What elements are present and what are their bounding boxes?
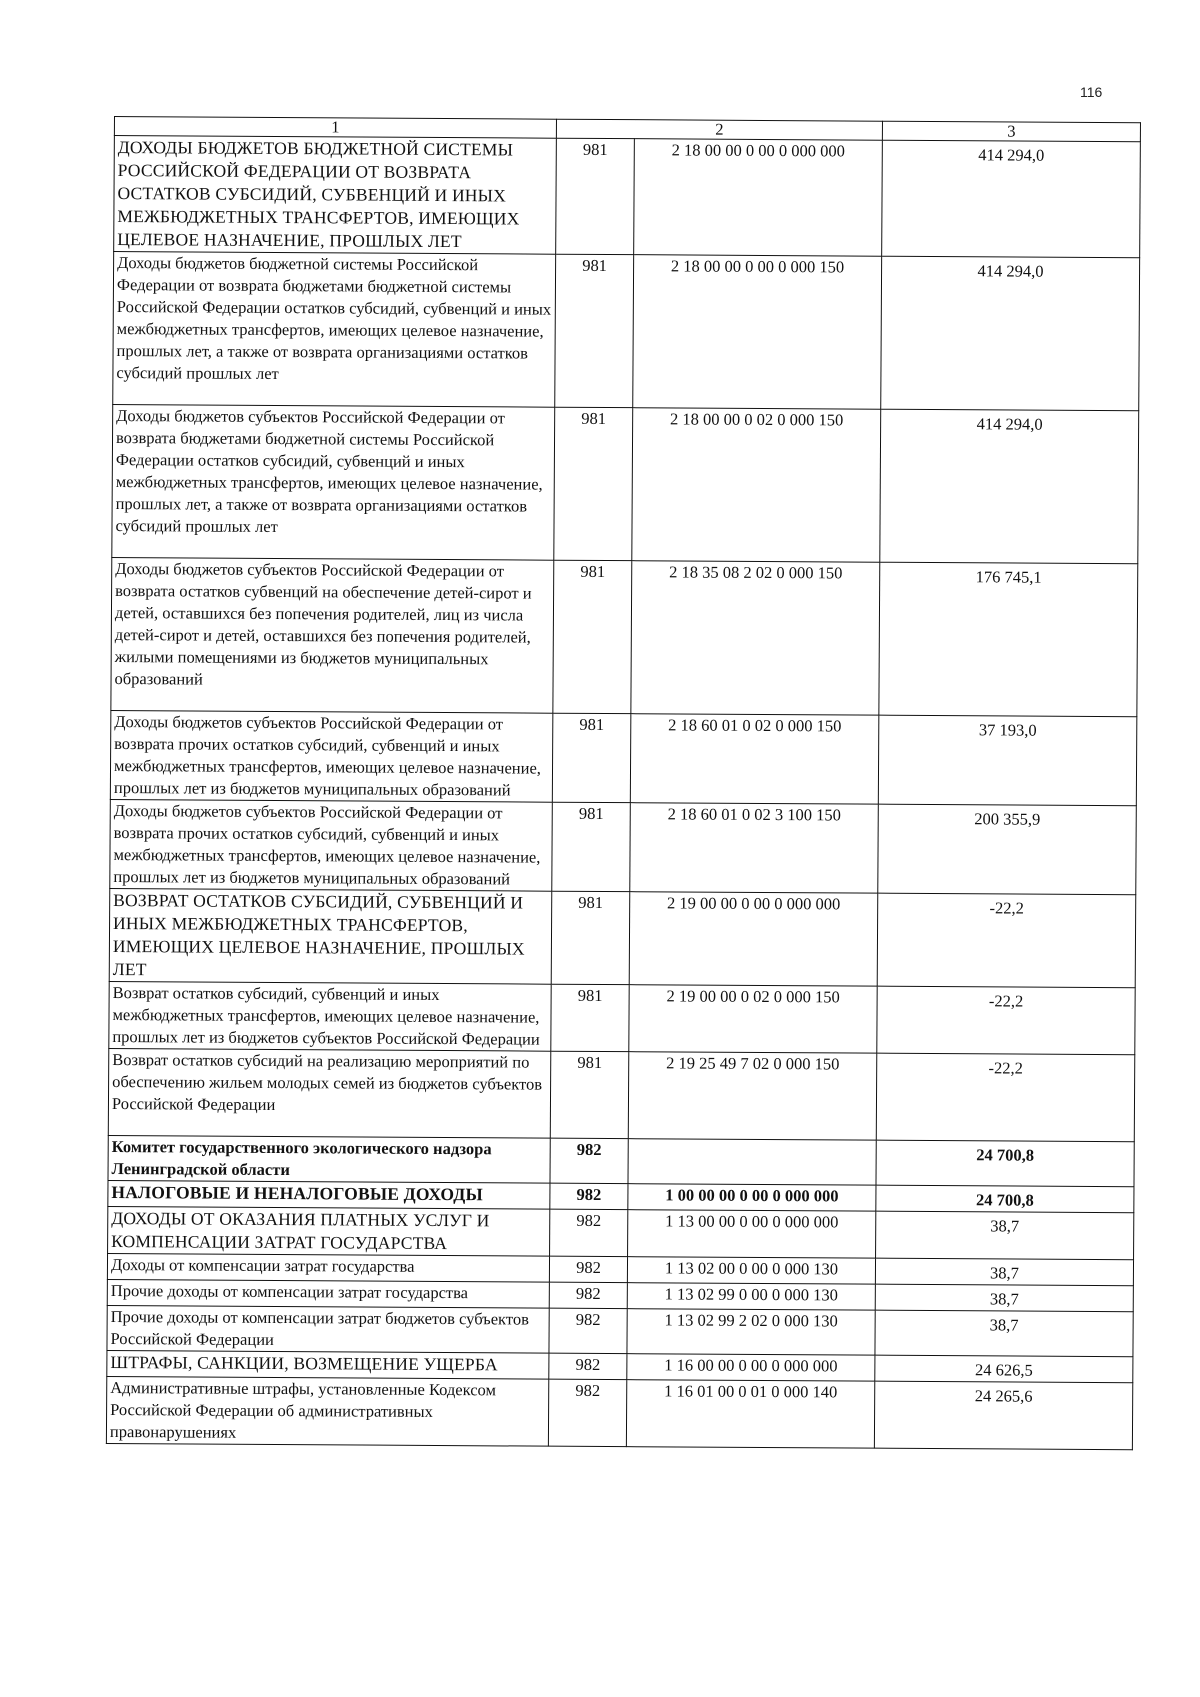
row-amount: 38,7	[875, 1258, 1133, 1286]
table-row	[108, 1048, 1135, 1141]
row-admin-code: 981	[554, 407, 633, 560]
table-row	[107, 1305, 1133, 1356]
table-row	[110, 799, 1137, 894]
row-admin-code: 981	[556, 138, 635, 254]
row-amount: 414 294,0	[881, 256, 1140, 411]
row-name: Доходы от компенсации затрат государства	[107, 1253, 549, 1282]
row-admin-code: 982	[549, 1256, 627, 1282]
row-budget-code: 1 00 00 00 0 00 0 000 000	[628, 1184, 876, 1212]
header-col-2: 2	[556, 119, 882, 140]
row-budget-code: 1 13 00 00 0 00 0 000 000	[628, 1210, 876, 1259]
table-row	[112, 404, 1139, 563]
page-number: 116	[1080, 84, 1103, 100]
row-amount: 24 265,6	[874, 1381, 1132, 1450]
row-admin-code: 982	[550, 1209, 628, 1256]
row-amount: 176 745,1	[879, 562, 1138, 717]
row-name: Возврат остатков субсидий на реализацию мероприятий по обеспечению жильем молодых семей из бюджетов субъектов Российской Федерации	[108, 1048, 551, 1138]
row-admin-code: 982	[549, 1282, 627, 1308]
row-amount: 38,7	[876, 1211, 1134, 1260]
row-amount: 37 193,0	[878, 715, 1137, 806]
row-name: Комитет государственного экологического надзора Ленинградской области	[108, 1135, 550, 1183]
row-amount: 414 294,0	[880, 409, 1139, 564]
header-col-3: 3	[882, 121, 1140, 142]
row-budget-code	[628, 1139, 876, 1186]
row-name: Доходы бюджетов бюджетной системы Российской Федерации от возврата бюджетами бюджетной системы Российской Федерации остатков субсидий, субвенций и иных межбюджетных трансфертов, имеющих целевое назначение, прошлых лет, а также от возврата организациями остатков субсидий прошлых лет	[113, 252, 556, 408]
row-name: Доходы бюджетов субъектов Российской Федерации от возврата прочих остатков субсидий, субвенций и иных межбюджетных трансфертов, имеющих целевое назначение, прошлых лет из бюджетов муниципальных образований	[110, 710, 553, 802]
row-admin-code: 982	[549, 1353, 627, 1379]
row-name: Возврат остатков субсидий, субвенций и иных межбюджетных трансфертов, имеющих целевое назначение, прошлых лет из бюджетов субъектов Российской Федерации	[109, 981, 551, 1051]
row-amount: 24 700,8	[876, 1140, 1134, 1187]
row-admin-code: 982	[549, 1308, 627, 1353]
table-row	[106, 1376, 1132, 1449]
row-name: Прочие доходы от компенсации затрат бюджетов субъектов Российской Федерации	[107, 1305, 549, 1353]
table-row	[109, 888, 1136, 987]
row-budget-code: 1 13 02 00 0 00 0 000 130	[627, 1257, 875, 1285]
row-amount: 38,7	[875, 1310, 1133, 1357]
row-budget-code: 2 19 00 00 0 02 0 000 150	[629, 985, 877, 1054]
row-amount: 38,7	[875, 1284, 1133, 1312]
row-budget-code: 2 18 00 00 0 00 0 000 000	[634, 139, 883, 257]
table-row	[113, 252, 1140, 411]
row-admin-code: 981	[551, 984, 629, 1051]
row-name: ДОХОДЫ ОТ ОКАЗАНИЯ ПЛАТНЫХ УСЛУГ И КОМПЕНСАЦИИ ЗАТРАТ ГОСУДАРСТВА	[108, 1206, 550, 1256]
row-admin-code: 982	[550, 1183, 628, 1209]
row-amount: -22,2	[877, 893, 1136, 988]
row-admin-code: 981	[552, 802, 631, 891]
table-row	[110, 710, 1137, 805]
row-budget-code: 2 19 25 49 7 02 0 000 150	[628, 1052, 877, 1141]
row-admin-code: 981	[551, 891, 630, 984]
table-row	[114, 136, 1141, 258]
row-admin-code: 981	[552, 713, 631, 802]
row-amount: -22,2	[877, 986, 1135, 1055]
row-budget-code: 2 18 00 00 0 00 0 000 150	[633, 255, 882, 410]
row-budget-code: 1 13 02 99 0 00 0 000 130	[627, 1283, 875, 1311]
table-row	[108, 1206, 1134, 1259]
row-name: Административные штрафы, установленные Кодексом Российской Федерации об административных правонарушениях	[106, 1376, 548, 1446]
row-amount: 414 294,0	[882, 140, 1141, 258]
row-budget-code: 2 18 60 01 0 02 3 100 150	[630, 803, 879, 894]
table-row	[109, 981, 1135, 1054]
row-name: ВОЗВРАТ ОСТАТКОВ СУБСИДИЙ, СУБВЕНЦИЙ И ИНЫХ МЕЖБЮДЖЕТНЫХ ТРАНСФЕРТОВ, ИМЕЮЩИХ ЦЕЛЕВОЕ НАЗНАЧЕНИЕ, ПРОШЛЫХ ЛЕТ	[109, 888, 552, 984]
row-name: Доходы бюджетов субъектов Российской Федерации от возврата остатков субвенций на обеспечение детей-сирот и детей, оставшихся без попечения родителей, лиц из числа детей-сирот и детей, оставшихся без попечения родителей, жилыми помещениями из бюджетов муниципальных образований	[111, 557, 554, 713]
row-budget-code: 2 18 60 01 0 02 0 000 150	[630, 714, 879, 805]
row-admin-code: 982	[548, 1379, 626, 1446]
row-amount: 24 626,5	[875, 1355, 1133, 1383]
row-admin-code: 981	[553, 560, 632, 713]
header-col-1: 1	[114, 117, 556, 139]
row-budget-code: 2 19 00 00 0 00 0 000 000	[629, 892, 878, 987]
row-admin-code: 981	[555, 254, 634, 407]
row-name: НАЛОГОВЫЕ И НЕНАЛОГОВЫЕ ДОХОДЫ	[108, 1180, 550, 1209]
row-amount: 200 355,9	[878, 804, 1137, 895]
revenue-table	[106, 116, 1141, 1450]
row-name: Прочие доходы от компенсации затрат государства	[107, 1279, 549, 1308]
row-amount: -22,2	[876, 1053, 1135, 1142]
row-amount: 24 700,8	[876, 1185, 1134, 1213]
row-name: ШТРАФЫ, САНКЦИИ, ВОЗМЕЩЕНИЕ УЩЕРБА	[107, 1350, 549, 1379]
table-row	[108, 1135, 1134, 1186]
row-budget-code: 1 13 02 99 2 02 0 000 130	[627, 1309, 875, 1356]
row-name: Доходы бюджетов субъектов Российской Федерации от возврата бюджетами бюджетной системы Российской Федерации остатков субсидий, субвенций и иных межбюджетных трансфертов, имеющих целевое назначение, прошлых лет, а также от возврата организациями остатков субсидий прошлых лет	[112, 404, 555, 560]
row-name: Доходы бюджетов субъектов Российской Федерации от возврата прочих остатков субсидий, субвенций и иных межбюджетных трансфертов, имеющих целевое назначение, прошлых лет из бюджетов муниципальных образований	[110, 799, 553, 891]
row-budget-code: 1 16 01 00 0 01 0 000 140	[626, 1380, 874, 1449]
row-budget-code: 1 16 00 00 0 00 0 000 000	[627, 1354, 875, 1382]
document-sheet	[106, 116, 1140, 1450]
row-admin-code: 981	[550, 1051, 629, 1138]
row-budget-code: 2 18 35 08 2 02 0 000 150	[631, 561, 880, 716]
row-name: ДОХОДЫ БЮДЖЕТОВ БЮДЖЕТНОЙ СИСТЕМЫ РОССИЙСКОЙ ФЕДЕРАЦИИ ОТ ВОЗВРАТА ОСТАТКОВ СУБСИДИЙ, СУБВЕНЦИЙ И ИНЫХ МЕЖБЮДЖЕТНЫХ ТРАНСФЕРТОВ, ИМЕЮЩИХ ЦЕЛЕВОЕ НАЗНАЧЕНИЕ, ПРОШЛЫХ ЛЕТ	[114, 136, 557, 255]
table-row	[111, 557, 1138, 716]
row-budget-code: 2 18 00 00 0 02 0 000 150	[632, 408, 881, 563]
row-admin-code: 982	[550, 1138, 628, 1183]
